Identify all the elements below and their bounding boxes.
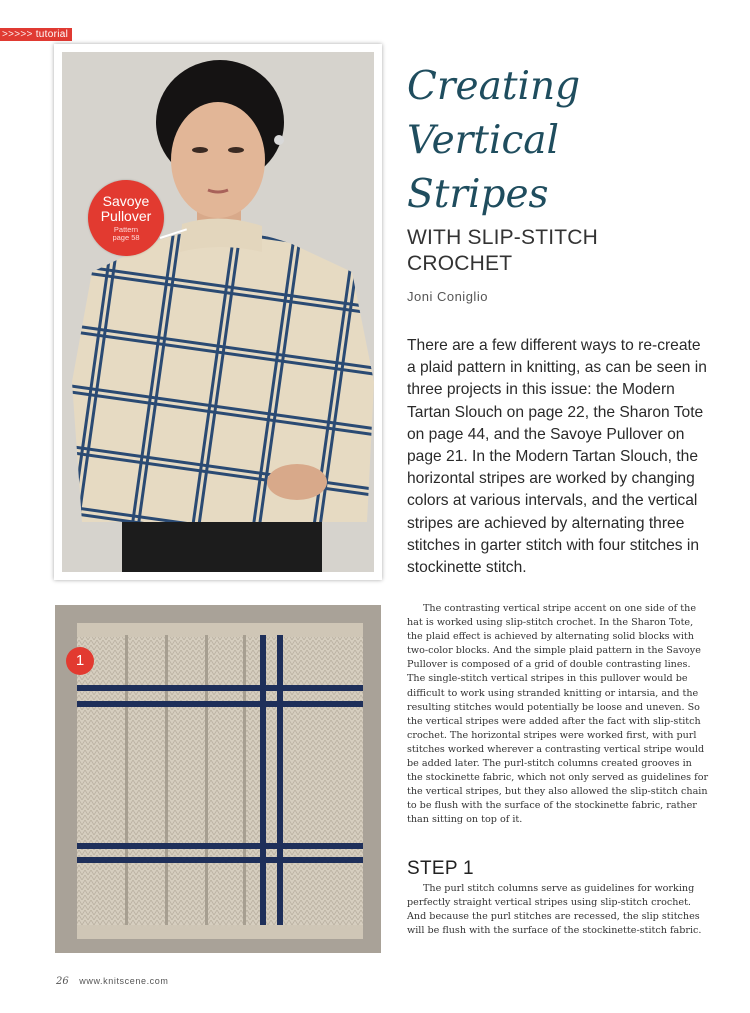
title-line-2: Vertical	[407, 118, 560, 163]
knit-swatch-image	[55, 605, 381, 953]
section-tag-label: tutorial	[35, 29, 69, 40]
page-footer	[56, 976, 168, 987]
article-subtitle	[407, 225, 707, 277]
badge-sub-line2: page 58	[112, 233, 140, 242]
step-1-heading: STEP 1	[407, 858, 474, 879]
section-tag	[0, 28, 72, 41]
model-photo-frame	[54, 44, 382, 580]
footer-url[interactable]: www.knitscene.com	[79, 976, 169, 986]
savoye-pullover-photo	[62, 52, 374, 572]
lead-paragraph: There are a few different ways to re-create a plaid pattern in knitting, as can be seen in three projects in this issue: the Modern Tartan Slouch on page 22, the Sharon Tote on page 44, and the Savoye Pullover on page 21. In the Modern Tartan Slouch, the horizontal stripes are worked by changing colors at various intervals, and the vertical stripes are achieved by alternating three stitches in garter stitch with four stitches in stockinette stitch.	[407, 337, 707, 577]
model-photo	[62, 52, 374, 572]
section-tag-arrows: >>>>>	[2, 29, 33, 40]
subtitle-line-1: WITH SLIP-STITCH	[407, 226, 599, 249]
step-1-marker: 1	[66, 647, 94, 675]
page-number: 26	[56, 976, 69, 987]
badge-title-line2: Pullover	[100, 208, 152, 224]
body-paragraph: The contrasting vertical stripe accent on one side of the hat is worked using slip-stitch crochet. In the Sharon Tote, the plaid effect is achieved by alternating solid blocks with two-color blocks. And the simple plaid pattern in the Savoye Pullover is composed of a grid of double contrasting lines. The single-stitch vertical stripes in this pullover would be difficult to work using stranded knitting or intarsia, and the resulting stitches would potentially be loose and uneven. So the vertical stripes were added after the fact with slip-stitch crochet. The horizontal stripes were worked first, with purl stitches worked wherever a contrasting vertical stripe would be added later. The purl-stitch columns created grooves in the stockinette fabric, which not only served as guidelines for the vertical stripes, but they also allowed the slip-stitch chain to be flush with the surface of the stockinette fabric, rather than sitting on top of it.	[407, 603, 709, 826]
title-line-1: Creating	[407, 64, 581, 109]
swatch-photo	[55, 605, 381, 953]
title-line-3: Stripes	[407, 172, 549, 217]
badge-sub-line1: Pattern	[113, 225, 139, 234]
author-byline: Joni Coniglio	[407, 289, 488, 304]
subtitle-line-2: CROCHET	[407, 252, 513, 275]
step-1-text: The purl stitch columns serve as guidelines for working perfectly straight vertical stripes using slip-stitch crochet. And because the purl stitches are recessed, the slip stitches will be flush with the surface of the stockinette-stitch fabric.	[407, 883, 702, 937]
article-title	[407, 60, 727, 222]
badge-title-line1: Savoye	[102, 193, 150, 209]
pattern-badge[interactable]	[88, 180, 164, 256]
